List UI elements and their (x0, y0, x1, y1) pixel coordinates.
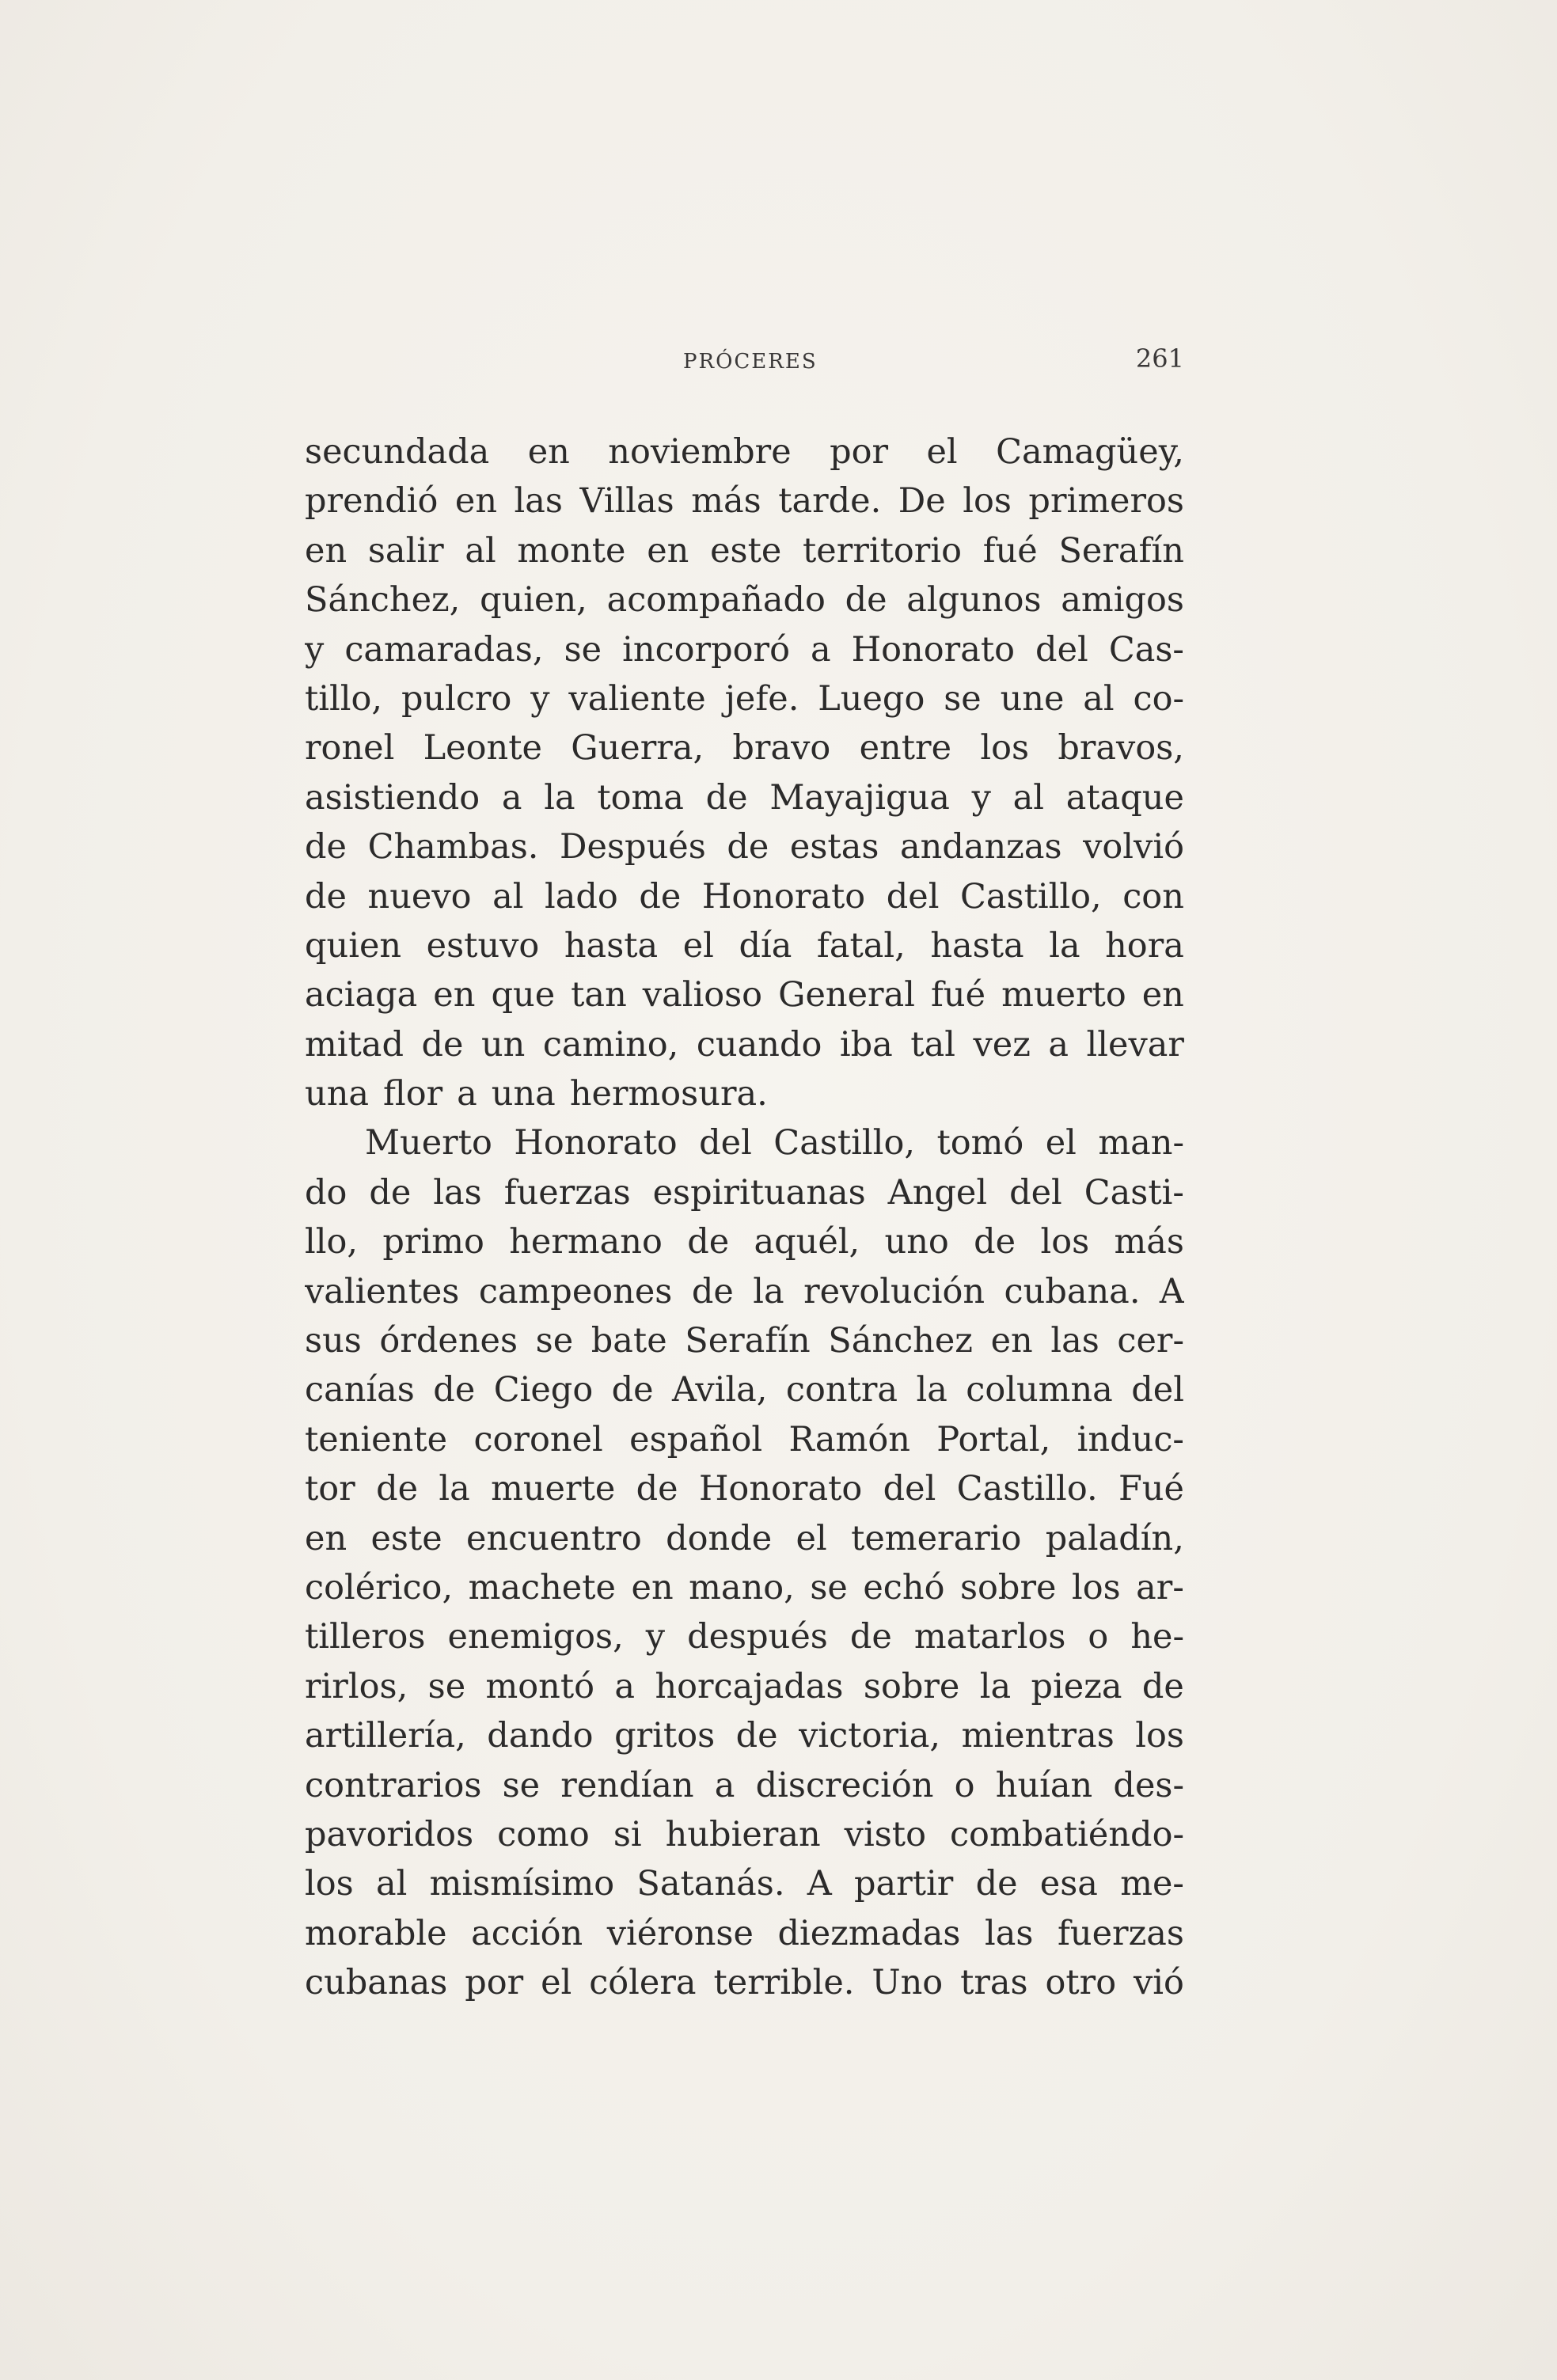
text-line: contrarios se rendían a discreción o huían des- (305, 1765, 1184, 1805)
text-line: aciaga en que tan valioso General fué muerto en (305, 975, 1184, 1015)
text-line-paragraph-end: una flor a una hermosura. (305, 1074, 768, 1114)
page-number: 261 (1135, 344, 1184, 374)
text-line: asistiendo a la toma de Mayajigua y al ataque (305, 777, 1184, 818)
body-text (305, 427, 1184, 2008)
text-line: pavoridos como si hubieran visto combatiéndo- (305, 1814, 1184, 1854)
text-line: prendió en las Villas más tarde. De los primeros (305, 481, 1184, 522)
text-line: rirlos, se montó a horcajadas sobre la pieza de (305, 1666, 1184, 1706)
text-line: quien estuvo hasta el día fatal, hasta la hora (305, 925, 1184, 966)
text-line: los al mismísimo Satanás. A partir de esa me- (305, 1864, 1184, 1904)
text-line: y camaradas, se incorporó a Honorato del Cas- (305, 629, 1184, 670)
text-line: de nuevo al lado de Honorato del Castillo, con (305, 876, 1184, 917)
text-line: valientes campeones de la revolución cubana. A (305, 1271, 1184, 1311)
text-line: teniente coronel español Ramón Portal, induc- (305, 1419, 1184, 1460)
text-line: llo, primo hermano de aquél, uno de los más (305, 1222, 1184, 1262)
text-line: cubanas por el cólera terrible. Uno tras otro vió (305, 1963, 1184, 2003)
text-line: en este encuentro donde el temerario paladín, (305, 1518, 1184, 1558)
text-line: secundada en noviembre por el Camagüey, (305, 432, 1184, 472)
text-line: ronel Leonte Guerra, bravo entre los bravos, (305, 728, 1184, 769)
text-line: sus órdenes se bate Serafín Sánchez en las cer- (305, 1321, 1184, 1361)
running-head (305, 344, 1184, 383)
text-line: tilleros enemigos, y después de matarlos o he- (305, 1617, 1184, 1657)
text-line: en salir al monte en este territorio fué Serafín (305, 530, 1184, 571)
text-line: morable acción viéronse diezmadas las fuerzas (305, 1913, 1184, 1953)
text-line: artillería, dando gritos de victoria, mientras los (305, 1716, 1184, 1756)
text-line-paragraph-start: Muerto Honorato del Castillo, tomó el man- (365, 1123, 1184, 1163)
running-title: PRÓCERES (683, 350, 818, 374)
text-line: colérico, machete en mano, se echó sobre los ar- (305, 1567, 1184, 1608)
text-line: Sánchez, quien, acompañado de algunos amigos (305, 580, 1184, 621)
text-line: do de las fuerzas espirituanas Angel del Casti- (305, 1172, 1184, 1213)
text-line: mitad de un camino, cuando iba tal vez a llevar (305, 1024, 1184, 1065)
text-line: tor de la muerte de Honorato del Castillo. Fué (305, 1469, 1184, 1509)
text-line: tillo, pulcro y valiente jefe. Luego se une al co- (305, 678, 1184, 719)
text-line: canías de Ciego de Avila, contra la columna del (305, 1370, 1184, 1410)
text-line: de Chambas. Después de estas andanzas volvió (305, 827, 1184, 867)
